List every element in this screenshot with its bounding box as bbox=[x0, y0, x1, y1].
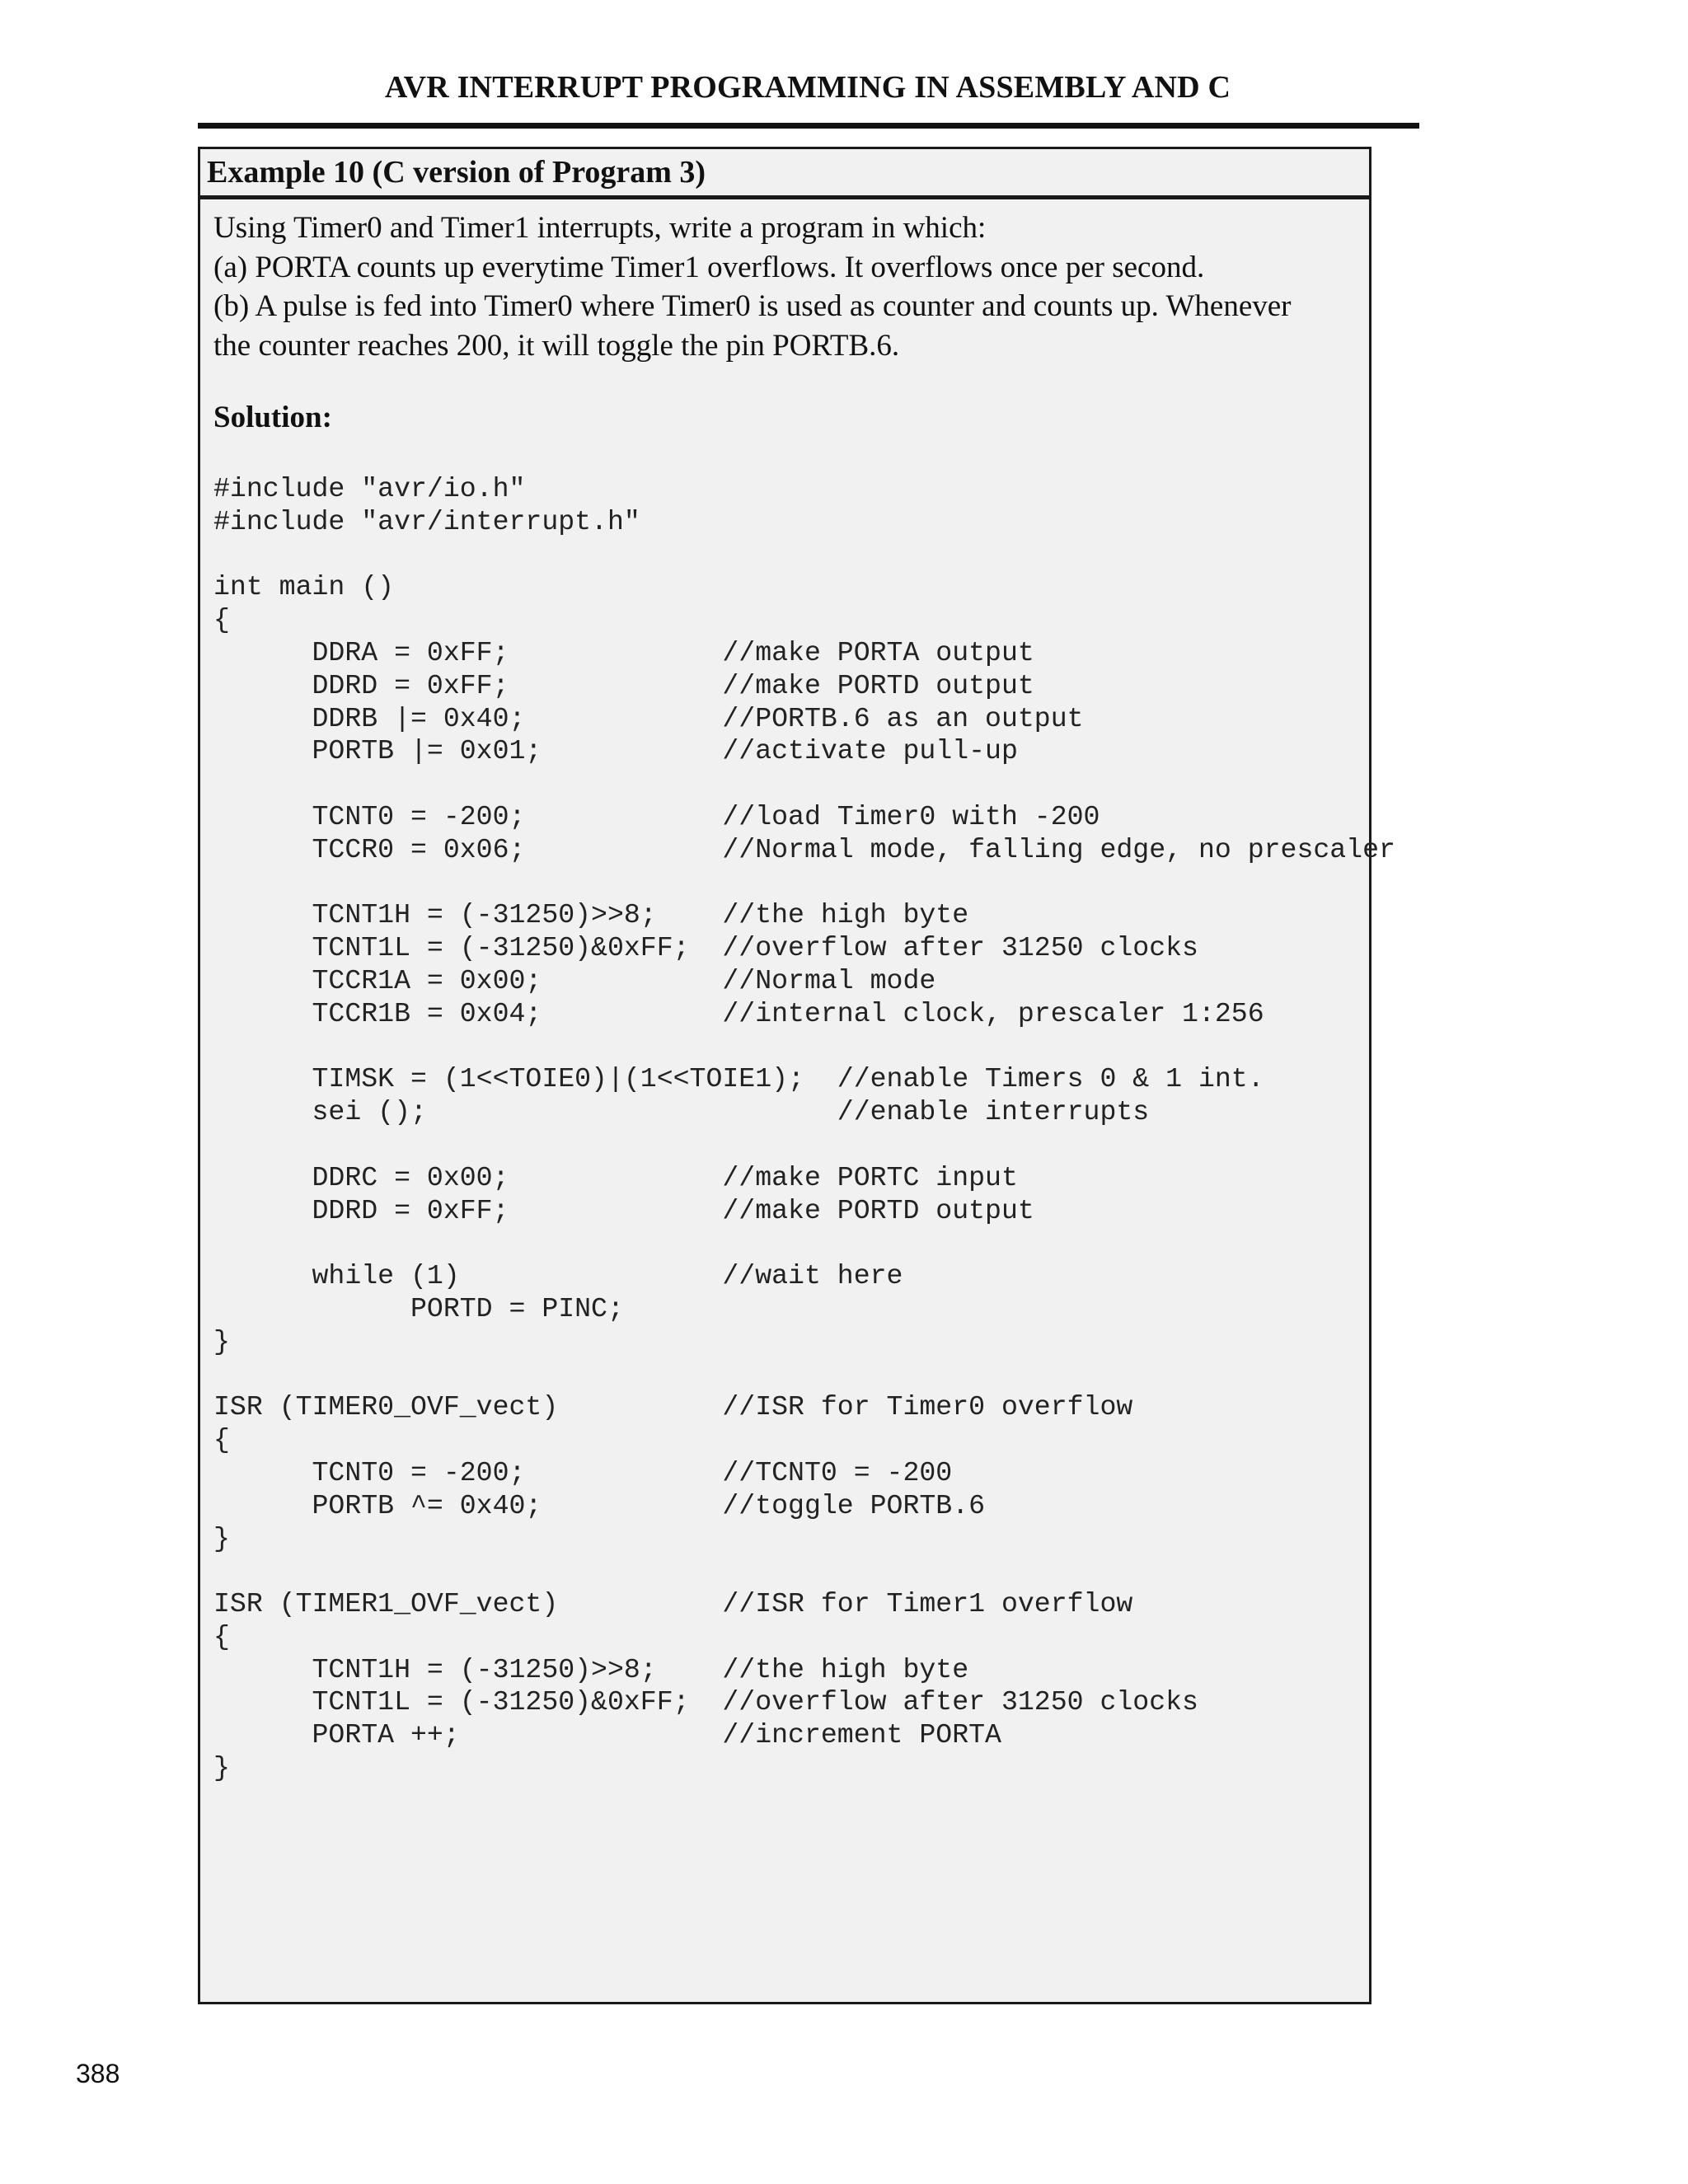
code-line bbox=[213, 867, 1367, 900]
problem-line: (a) PORTA counts up everytime Timer1 overflows. It overflows once per second. bbox=[213, 250, 1205, 284]
page-header-title: AVR INTERRUPT PROGRAMMING IN ASSEMBLY AND C bbox=[384, 70, 1231, 105]
code-line: TCNT0 = -200; //TCNT0 = -200 bbox=[213, 1456, 953, 1488]
code-line: } bbox=[213, 1752, 230, 1784]
code-line: #include "avr/interrupt.h" bbox=[213, 505, 640, 537]
code-line: DDRC = 0x00; //make PORTC input bbox=[213, 1161, 1018, 1193]
code-line: #include "avr/io.h" bbox=[213, 473, 526, 504]
code-block bbox=[213, 473, 1395, 1785]
code-line: while (1) //wait here bbox=[213, 1260, 903, 1292]
code-line: ISR (TIMER0_OVF_vect) //ISR for Timer0 overflow bbox=[213, 1391, 1133, 1423]
code-line: DDRD = 0xFF; //make PORTD output bbox=[213, 1194, 1034, 1226]
header-rule bbox=[198, 123, 1419, 129]
code-line: DDRD = 0xFF; //make PORTD output bbox=[213, 669, 1034, 701]
code-line: TCCR1B = 0x04; //internal clock, prescaler 1:256 bbox=[213, 997, 1264, 1029]
code-line: TIMSK = (1<<TOIE0)|(1<<TOIE1); //enable Timers 0 & 1 int. bbox=[213, 1063, 1264, 1095]
code-line bbox=[213, 1129, 1367, 1162]
code-line: TCNT1L = (-31250)&0xFF; //overflow after 31250 clocks bbox=[213, 932, 1198, 964]
code-line: TCNT1H = (-31250)>>8; //the high byte bbox=[213, 899, 969, 931]
code-line: PORTB |= 0x01; //activate pull-up bbox=[213, 735, 1018, 767]
code-line: PORTB ^= 0x40; //toggle PORTB.6 bbox=[213, 1489, 986, 1521]
code-line bbox=[213, 1031, 1367, 1064]
code-line: } bbox=[213, 1325, 230, 1357]
code-line: TCNT1H = (-31250)>>8; //the high byte bbox=[213, 1653, 969, 1685]
code-line bbox=[213, 1359, 1367, 1392]
code-line: { bbox=[213, 1424, 230, 1456]
code-line: ISR (TIMER1_OVF_vect) //ISR for Timer1 overflow bbox=[213, 1588, 1133, 1620]
code-line: PORTA ++; //increment PORTA bbox=[213, 1719, 1001, 1751]
code-line: TCCR1A = 0x00; //Normal mode bbox=[213, 964, 936, 996]
code-line bbox=[213, 539, 1367, 572]
code-line: { bbox=[213, 604, 230, 636]
code-line: } bbox=[213, 1522, 230, 1554]
problem-line: Using Timer0 and Timer1 interrupts, write a program in which: bbox=[213, 211, 987, 245]
code-line: DDRB |= 0x40; //PORTB.6 as an output bbox=[213, 702, 1084, 734]
code-line: TCCR0 = 0x06; //Normal mode, falling edge, no prescaler bbox=[213, 833, 1395, 865]
code-line: TCNT1L = (-31250)&0xFF; //overflow after 31250 clocks bbox=[213, 1686, 1198, 1718]
page-number: 388 bbox=[76, 2059, 120, 2088]
example-title: Example 10 (C version of Program 3) bbox=[200, 149, 1369, 199]
code-line bbox=[213, 1227, 1367, 1260]
problem-line: (b) A pulse is fed into Timer0 where Timer0 is used as counter and counts up. Whenever bbox=[213, 289, 1292, 323]
solution-label: Solution: bbox=[213, 401, 332, 434]
code-line: TCNT0 = -200; //load Timer0 with -200 bbox=[213, 800, 1100, 832]
code-line: sei (); //enable interrupts bbox=[213, 1096, 1150, 1128]
code-line: PORTD = PINC; bbox=[213, 1292, 624, 1324]
code-line: DDRA = 0xFF; //make PORTA output bbox=[213, 636, 1034, 668]
example-box bbox=[198, 147, 1395, 2004]
code-line: int main () bbox=[213, 571, 395, 603]
code-line bbox=[213, 768, 1367, 801]
code-line: { bbox=[213, 1620, 230, 1652]
problem-line: the counter reaches 200, it will toggle the pin PORTB.6. bbox=[213, 328, 900, 363]
problem-statement bbox=[213, 209, 1367, 365]
code-line bbox=[213, 1555, 1367, 1588]
